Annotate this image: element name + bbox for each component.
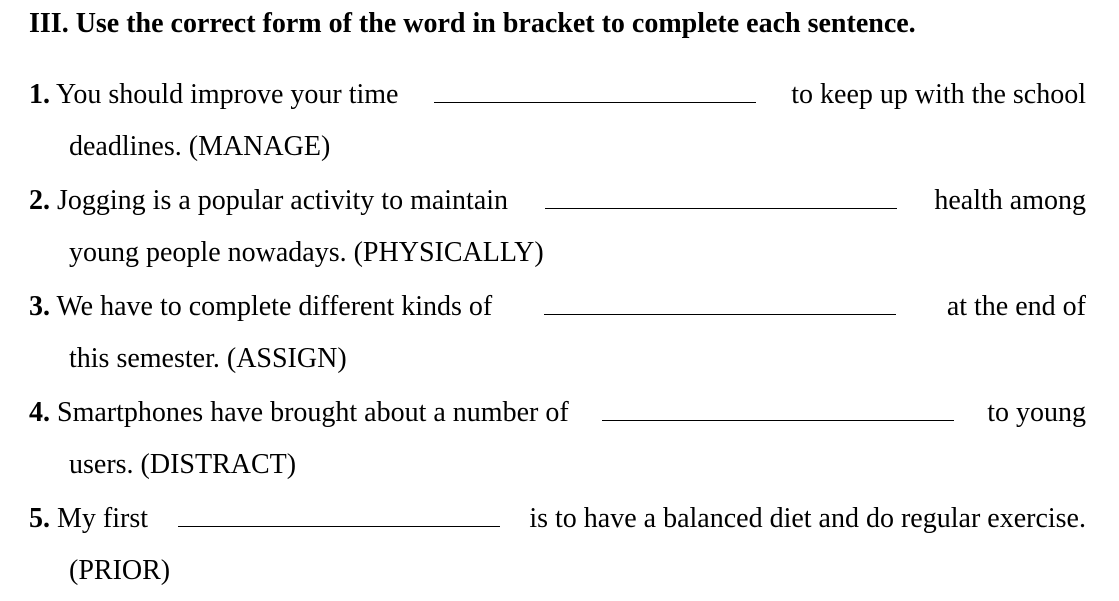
question-5-text-before: My first xyxy=(57,503,148,534)
question-4-blank[interactable] xyxy=(602,392,954,421)
question-2-text-before: Jogging is a popular activity to maintain xyxy=(57,185,509,216)
question-3-text-before: We have to complete different kinds of xyxy=(56,291,493,322)
question-5-continuation: (PRIOR) xyxy=(69,555,171,586)
question-4-continuation: users. (DISTRACT) xyxy=(69,449,297,480)
question-1-text-after: to keep up with the school xyxy=(791,79,1086,110)
question-4-line xyxy=(29,392,1086,432)
question-3-number: 3. xyxy=(29,291,50,322)
question-2-blank[interactable] xyxy=(545,180,897,209)
question-4-text-before: Smartphones have brought about a number of xyxy=(57,397,569,428)
question-2-continuation: young people nowadays. (PHYSICALLY) xyxy=(69,237,544,268)
question-3-line xyxy=(29,286,1086,326)
question-2-line xyxy=(29,180,1086,220)
question-5-blank[interactable] xyxy=(178,498,500,527)
question-5-number: 5. xyxy=(29,503,50,534)
question-1-number: 1. xyxy=(29,79,50,110)
question-3-continuation: this semester. (ASSIGN) xyxy=(69,343,347,374)
question-5-line xyxy=(29,498,1086,538)
question-4-number: 4. xyxy=(29,397,50,428)
exercise-heading: III. Use the correct form of the word in bracket to complete each sentence. xyxy=(29,8,916,39)
question-4-text-after: to young xyxy=(987,397,1086,428)
question-3-blank[interactable] xyxy=(544,286,896,315)
question-1-blank[interactable] xyxy=(434,74,756,103)
question-5-text-after: is to have a balanced diet and do regular exercise. xyxy=(529,503,1086,534)
question-1-continuation: deadlines. (MANAGE) xyxy=(69,131,331,162)
question-1-line xyxy=(29,74,1086,114)
question-1-text-before: You should improve your time xyxy=(55,79,399,110)
question-3-text-after: at the end of xyxy=(946,291,1086,322)
question-2-number: 2. xyxy=(29,185,50,216)
question-2-text-after: health among xyxy=(934,185,1086,216)
